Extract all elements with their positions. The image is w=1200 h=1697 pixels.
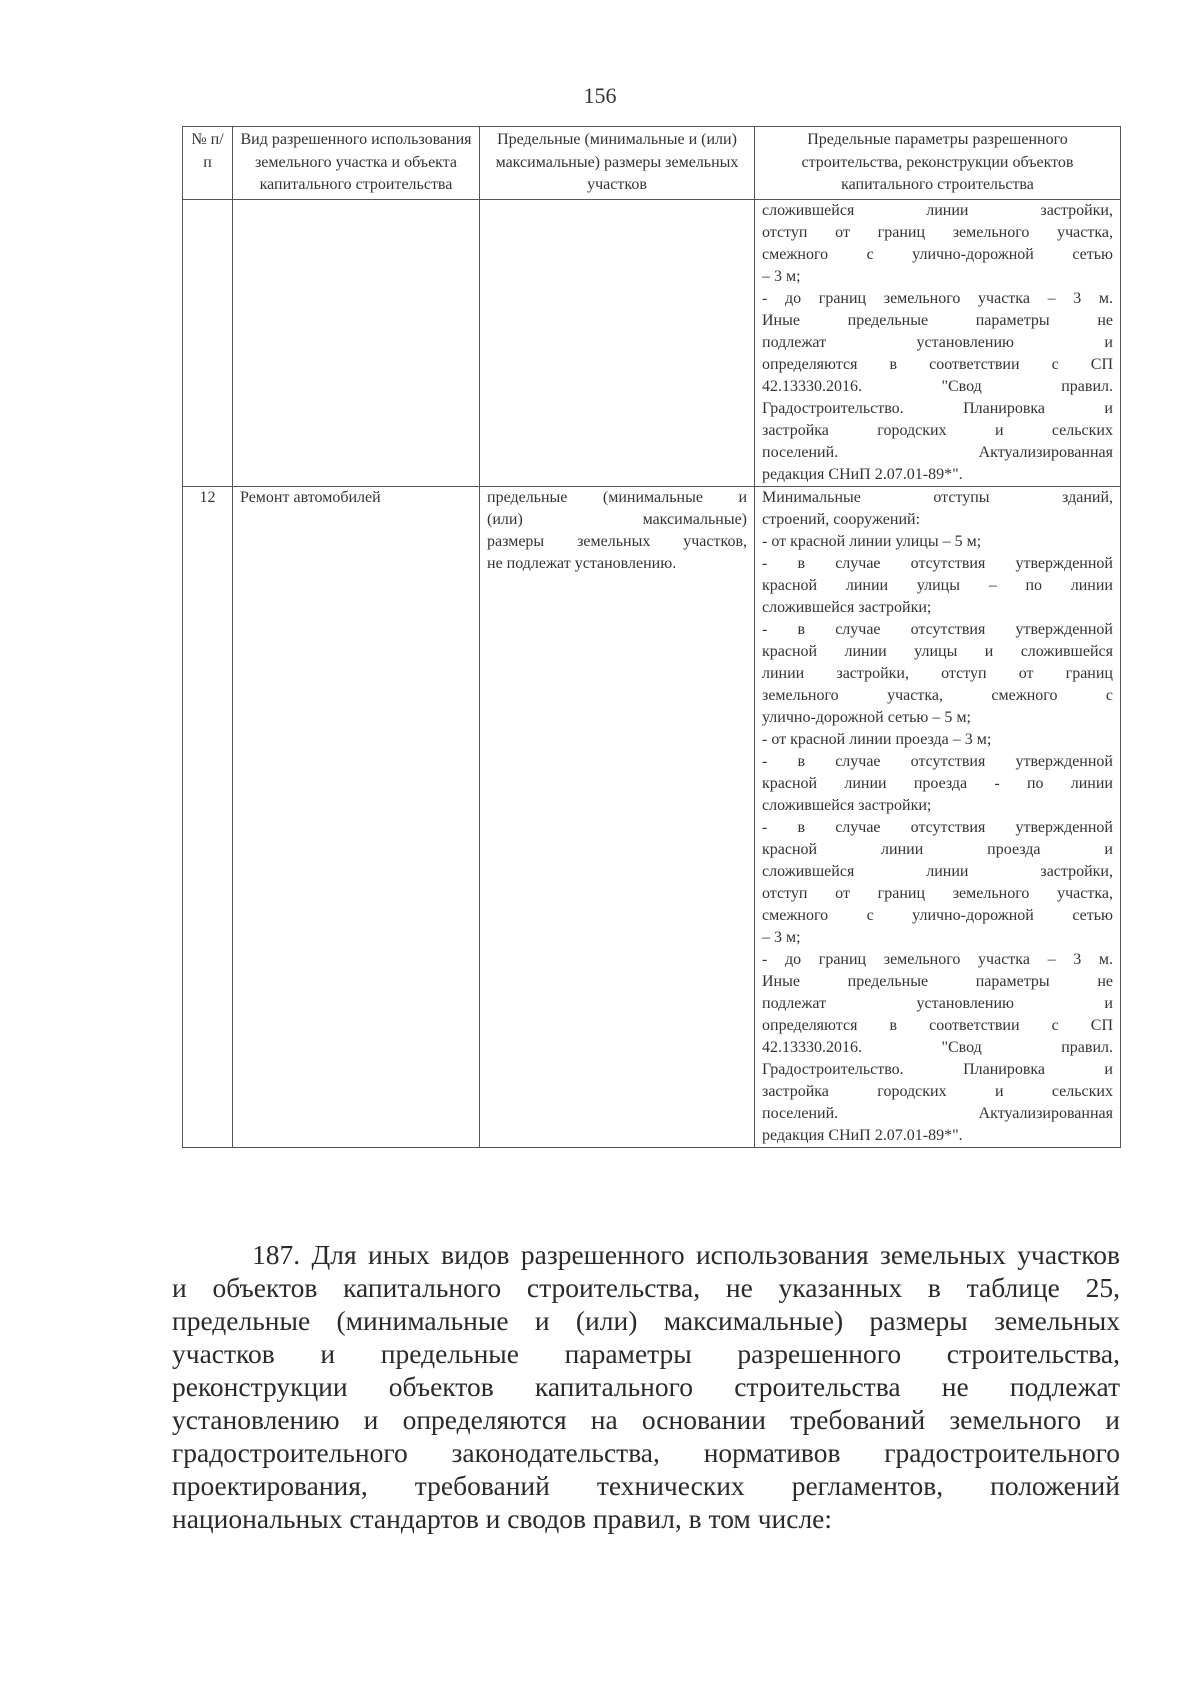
params-line: Градостроительство. Планировка и [762, 399, 1113, 417]
table-row-continuation [183, 199, 1121, 486]
cell-construction-params [755, 199, 1121, 486]
paragraph-line: предельные (минимальные и (или) максимальные) размеры земельных [172, 1305, 1120, 1336]
params-line: сложившейся застройки; [762, 598, 932, 616]
cell-plot-sizes [480, 199, 755, 486]
params-line: смежного с улично-дорожной сетью [762, 245, 1113, 263]
regulations-table [182, 126, 1121, 1148]
params-line: - до границ земельного участка – 3 м. [762, 950, 1113, 968]
paragraph-line: и объектов капитального строительства, не указанных в таблице 25, [172, 1272, 1120, 1303]
params-line: сложившейся линии застройки, [762, 862, 1113, 880]
params-line: отступ от границ земельного участка, [762, 884, 1113, 902]
paragraph-line: 187. Для иных видов разрешенного использования земельных участков [252, 1239, 1120, 1270]
header-plot-sizes: Предельные (минимальные и (или) максимальные) размеры земельных участков [480, 127, 755, 200]
page-number: 156 [583, 83, 617, 108]
params-line: сложившейся застройки; [762, 796, 932, 814]
params-line: линии застройки, отступ от границ [762, 664, 1113, 682]
params-line: поселений. Актуализированная [762, 1104, 1113, 1122]
paragraph-line: установлению и определяются на основании требований земельного и [172, 1404, 1120, 1435]
params-line: сложившейся линии застройки, [762, 201, 1113, 219]
params-line: строений, сооружений: [762, 510, 921, 528]
params-line: - от красной линии проезда – 3 м; [762, 730, 992, 748]
cell-use-type [233, 199, 480, 486]
paragraph-line: национальных стандартов и сводов правил, в том числе: [172, 1503, 833, 1534]
params-line: – 3 м; [762, 928, 801, 946]
params-line: - в случае отсутствия утвержденной [762, 554, 1113, 572]
cell-plot-sizes [480, 486, 755, 1147]
params-line: застройка городских и сельских [762, 1082, 1113, 1100]
cell-number: 12 [183, 486, 233, 1147]
params-line: Иные предельные параметры не [762, 972, 1113, 990]
cell-construction-params [755, 486, 1121, 1147]
params-line: Минимальные отступы зданий, [762, 488, 1113, 506]
params-line: - в случае отсутствия утвержденной [762, 752, 1113, 770]
paragraph-line: реконструкции объектов капитального строительства не подлежат [172, 1371, 1120, 1402]
params-line: смежного с улично-дорожной сетью [762, 906, 1113, 924]
header-construction-params: Предельные параметры разрешенного строительства, реконструкции объектов капитального строительства [755, 127, 1121, 200]
params-line: подлежат установлению и [762, 994, 1113, 1012]
params-line: земельного участка, смежного с [762, 686, 1113, 704]
cell-use-type: Ремонт автомобилей [233, 486, 480, 1147]
params-line: 42.13330.2016. "Свод правил. [762, 377, 1113, 395]
params-line: подлежат установлению и [762, 333, 1113, 351]
params-line: - в случае отсутствия утвержденной [762, 818, 1113, 836]
params-line: - до границ земельного участка – 3 м. [762, 289, 1113, 307]
sizes-line: предельные (минимальные и [487, 488, 747, 506]
params-line: красной линии улицы и сложившейся [762, 642, 1113, 660]
params-line: отступ от границ земельного участка, [762, 223, 1113, 241]
paragraph-line: участков и предельные параметры разрешенного строительства, [172, 1338, 1120, 1369]
params-line: – 3 м; [762, 267, 801, 285]
params-line: редакция СНиП 2.07.01-89*". [762, 1126, 963, 1144]
params-line: определяются в соответствии с СП [762, 1016, 1113, 1034]
params-line: 42.13330.2016. "Свод правил. [762, 1038, 1113, 1056]
params-line: - в случае отсутствия утвержденной [762, 620, 1113, 638]
sizes-line: не подлежат установлению. [487, 554, 677, 572]
sizes-line: (или) максимальные) [487, 510, 747, 528]
params-line: Градостроительство. Планировка и [762, 1060, 1113, 1078]
params-line: поселений. Актуализированная [762, 443, 1113, 461]
params-line: застройка городских и сельских [762, 421, 1113, 439]
cell-number [183, 199, 233, 486]
params-line: красной линии улицы – по линии [762, 576, 1113, 594]
paragraph-187 [172, 1238, 1120, 1535]
params-line: красной линии проезда - по линии [762, 774, 1113, 792]
params-line: красной линии проезда и [762, 840, 1113, 858]
paragraph-line: проектирования, требований технических регламентов, положений [172, 1470, 1120, 1501]
header-number: № п/п [183, 127, 233, 200]
params-line: улично-дорожной сетью – 5 м; [762, 708, 971, 726]
table-header-row [183, 127, 1121, 200]
params-line: - от красной линии улицы – 5 м; [762, 532, 982, 550]
params-line: редакция СНиП 2.07.01-89*". [762, 465, 963, 483]
table-row-12 [183, 486, 1121, 1147]
paragraph-line: градостроительного законодательства, нормативов градостроительного [172, 1437, 1120, 1468]
params-line: Иные предельные параметры не [762, 311, 1113, 329]
params-line: определяются в соответствии с СП [762, 355, 1113, 373]
sizes-line: размеры земельных участков, [487, 532, 747, 550]
header-use-type: Вид разрешенного использования земельного участка и объекта капитального строительства [233, 127, 480, 200]
